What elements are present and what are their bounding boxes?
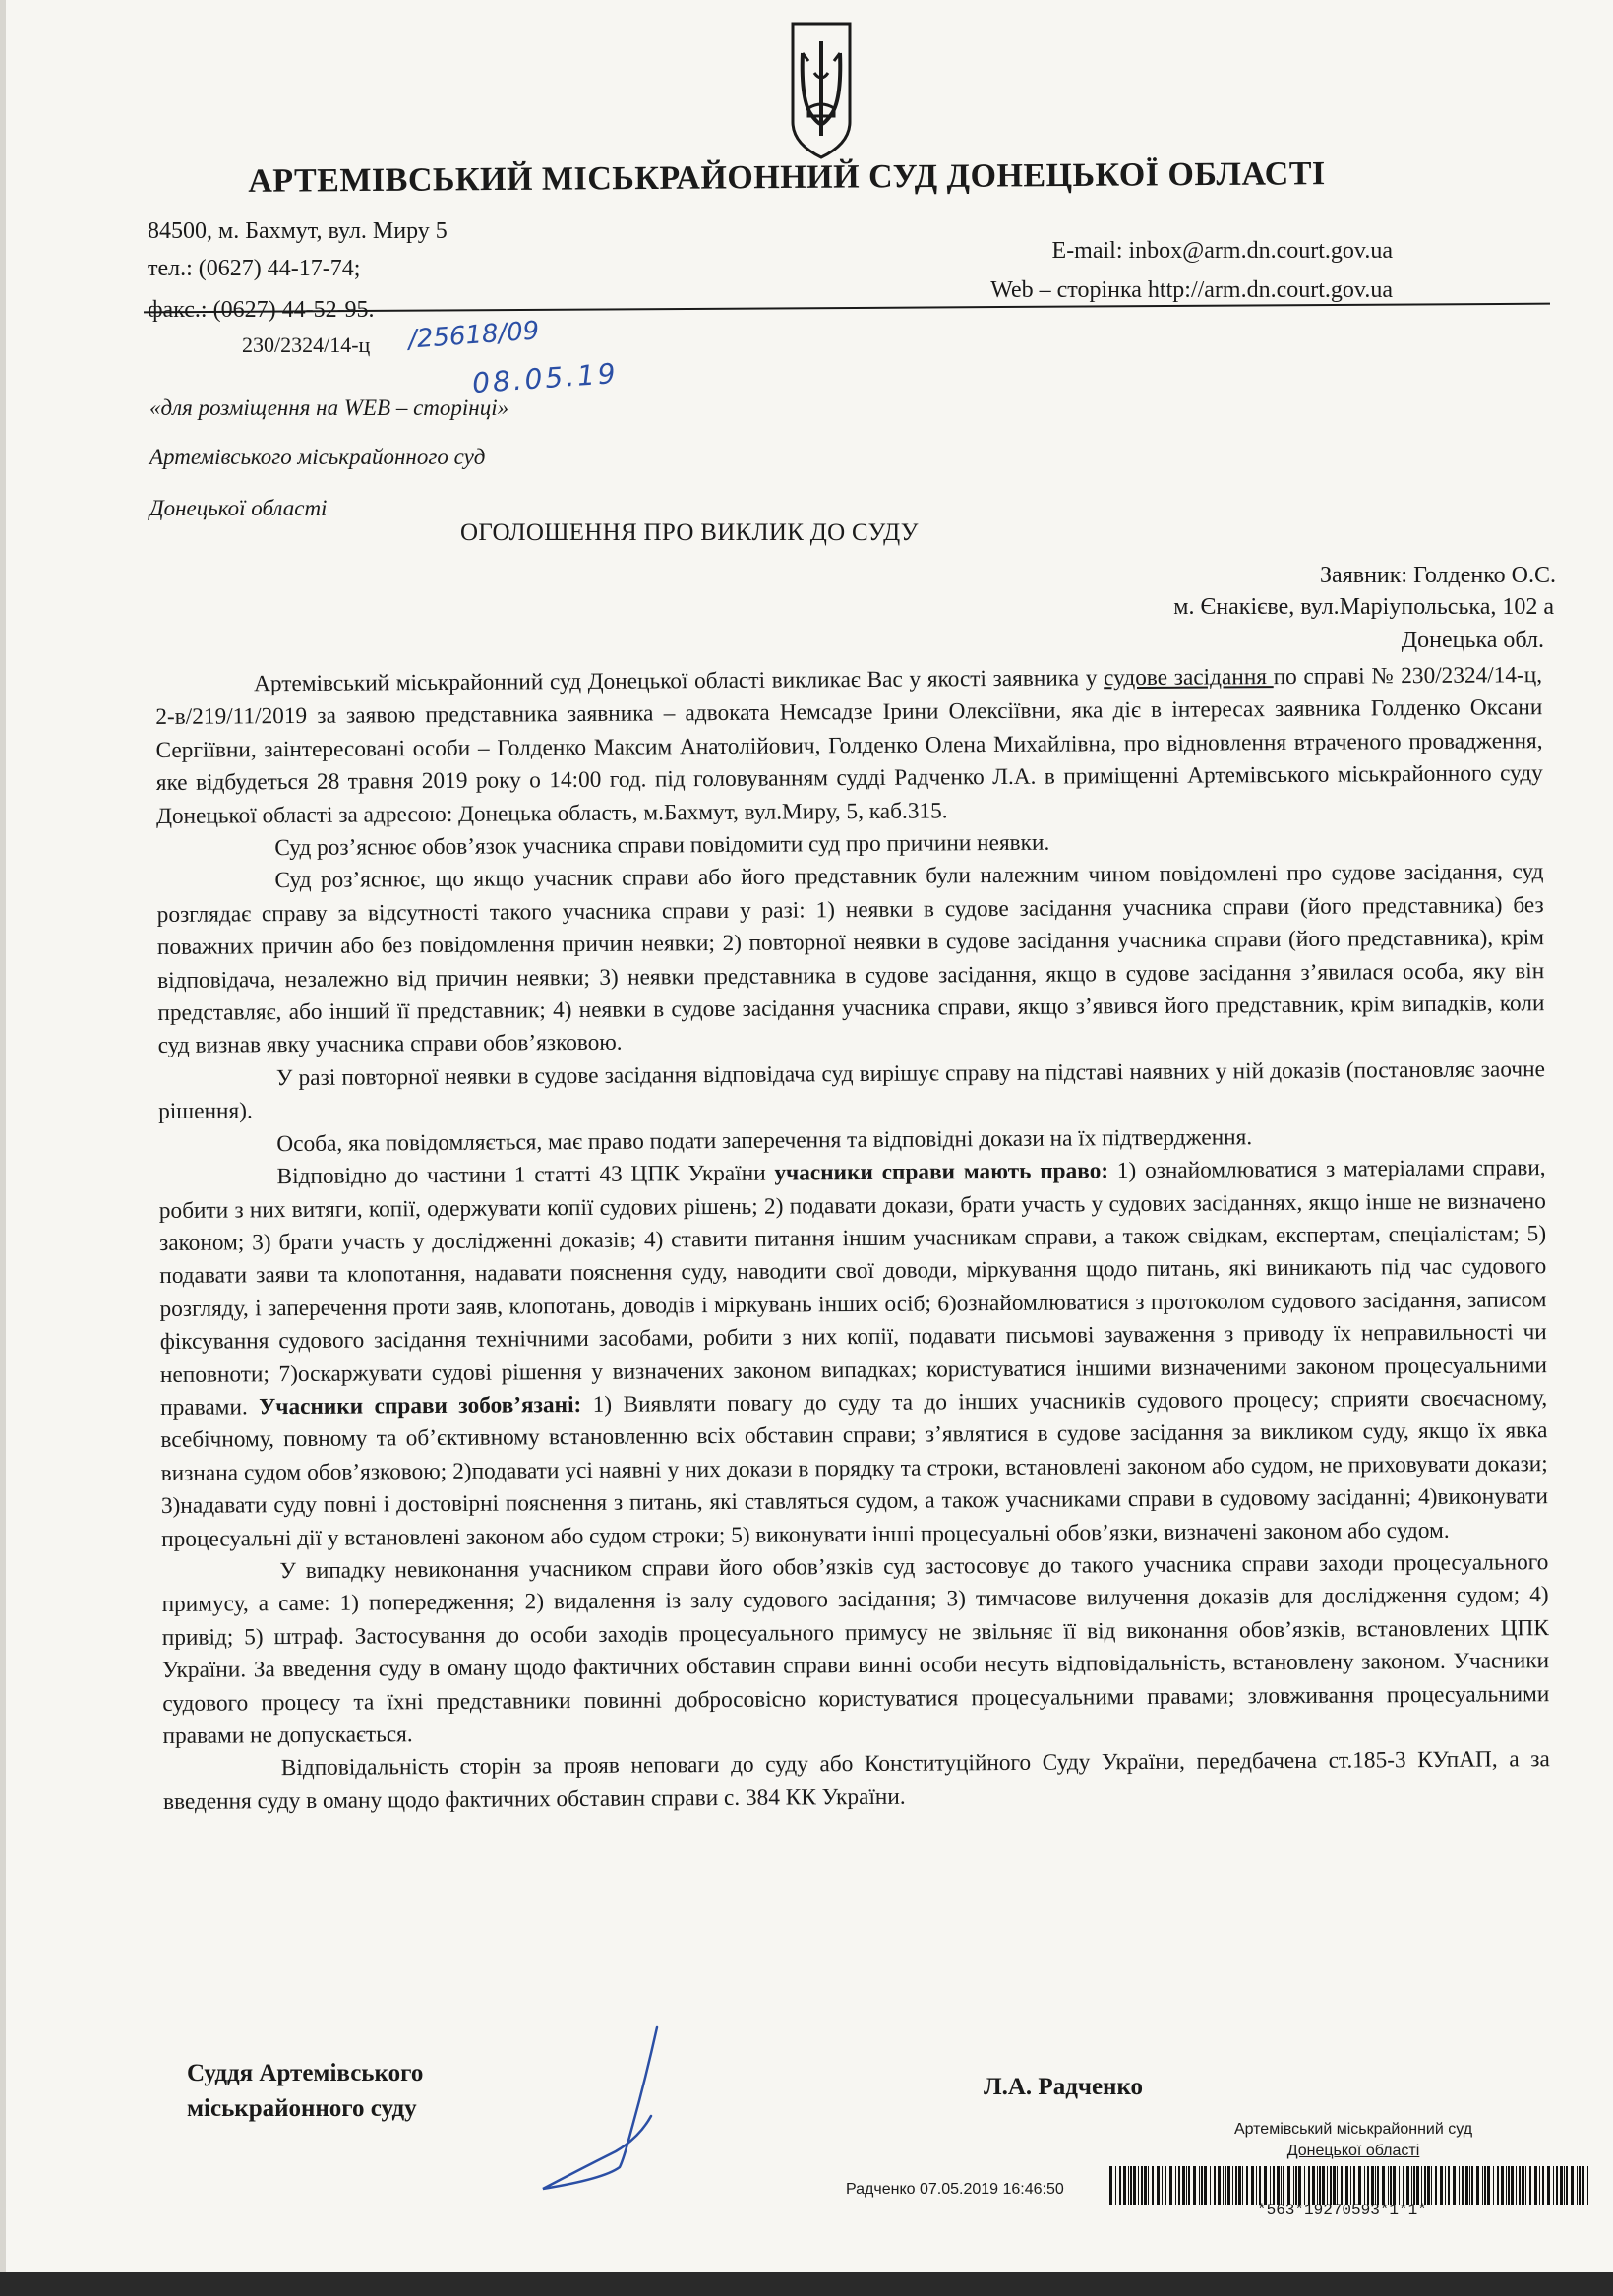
- applicant-name: Заявник: Голденко О.С.: [1320, 563, 1556, 588]
- signer-role: Суддя Артемівського міськрайонного суду: [187, 2060, 424, 2122]
- paragraph-rights-duties: Відповідно до частини 1 статті 43 ЦПК України учасники справи мають право: 1) ознайомлюватися з матеріалами справи, робити з них витяги, копії, одержувати копії судових рішень; 2) подавати докази, брати участь у судових засіданнях, якщо інше не визначено законом; 3) брати участь у дослідженні доказів; 4) ставити питання іншим учасникам справи, а також свідкам, експертам, спеціалістам; 5) подавати заяви та клопотання, надавати пояснення суду, наводити свої доводи, міркування щодо питань, які виникають під час судового розгляду, і заперечення проти заяв, клопотань, доводів і міркувань інших осіб; 6)ознайомлюватися з протоколом судового засідання, записом фіксування судового засідання технічними засобами, робити з них копії, подавати письмові зауваження з приводу їх неправильності чи неповноти; 7)оскаржувати судові рішення у визначених законом випадках; користуватися іншими визначеними законом процесуальними правами. Учасники справи зобов’язані: 1) Виявляти повагу до суду та до інших учасників судового процесу; сприяти своєчасному, всебічному, повному та об’єктивному встановленню всіх обставин справи; з’являтися в судове засідання за викликом суду, якщо їх явка визнана судом обов’язковою; 2)подавати усі наявні у них докази в порядку та строки, встановлені законом або судом, не приховувати докази; 3)надавати суду повні і достовірні пояснення з питань, які ставляться судом, а також учасниками справи в судовому засіданні; 4)виконувати процесуальні дії у встановлені законом або судом строки; 5) виконувати інші процесуальні обов’язки, визначені законом або судом.: [158, 1155, 1548, 1552]
- court-email: E-mail: inbox@arm.dn.court.gov.ua: [1051, 238, 1393, 264]
- handwritten-signature: [521, 2022, 688, 2199]
- signer-name: Л.А. Радченко: [984, 2074, 1144, 2100]
- court-website: Web – сторінка http://arm.dn.court.gov.ua: [990, 277, 1393, 303]
- scan-edge-left: [0, 0, 6, 2296]
- document-id: Радченко 07.05.2019 16:46:50: [846, 2181, 1064, 2198]
- paragraph-coercion: У випадку невиконання учасником справи його обов’язків суд застосовує до такого учасника справи заходи процесуального примусу, а саме: 1) попередження; 2) видалення із залу судового засідання; 3) тимчасове вилучення доказів для дослідження судом; 4) привід; 5) штраф. Застосування до особи заходів процесуального примусу не звільняє її від виконання обов’язків, встановлених ЦПК України. За введення суду в оману щодо фактичних обставин справи винні особи несуть відповідальність, встановлену законом. Учасники судового процесу та їхні представники повинні добросовісно користуватися процесуальними правами; зловживання процесуальними правами не допускається.: [161, 1549, 1550, 1749]
- coat-of-arms-icon: [787, 14, 856, 161]
- case-number: 230/2324/14-ц: [242, 332, 371, 357]
- placement-court: Артемівського міськрайонного суд: [149, 445, 486, 469]
- handwritten-registration-date: 08.05.19: [471, 356, 620, 400]
- paragraph-liability: Відповідальність сторін за прояв неповаги до суду або Конституційного Суду України, передбачена ст.185-3 КУпАП, а за введення суду в оману щодо фактичних обставин справи с. 384 КК України.: [162, 1746, 1550, 1815]
- court-fax: факс.: (0627) 44-52-95.: [148, 297, 375, 323]
- court-address: 84500, м. Бахмут, вул. Миру 5: [148, 218, 448, 244]
- document-title: ОГОЛОШЕННЯ ПРО ВИКЛИК ДО СУДУ: [460, 519, 919, 546]
- applicant-address: м. Єнакієве, вул.Маріупольська, 102 а: [1173, 594, 1554, 620]
- court-hearing-underlined: судове засідання: [1104, 664, 1274, 692]
- placement-note: «для розміщення на WEB – сторінці»: [149, 395, 509, 420]
- paragraph-summons: Артемівський міськрайонний суд Донецької області викликає Вас у якості заявника у судове засідання по справі № 230/2324/14-ц, 2-в/219/11/2019 за заявою представника заявника – адвоката Немсадзе Ірини Олексіївни, яка діє в інтересах заявника Голденко Оксани Сергіївни, заінтересовані особи – Голденко Максим Анатолійович, Голденко Олена Михайлівна, про відновлення втраченого провадження, яке відбудеться 28 травня 2019 року о 14:00 год. під головуванням судді Радченко Л.А. в приміщенні Артемівського міськрайонного суду Донецької області за адресою: Донецька область, м.Бахмут, вул.Миру, 5, каб.315.: [155, 662, 1543, 829]
- paragraph-duty-notify: Суд роз’яснює обов’язок учасника справи повідомити суд про причини неявки.: [274, 829, 1050, 862]
- applicant-region: Донецька обл.: [1401, 628, 1544, 653]
- scan-edge-bottom: [0, 2272, 1613, 2296]
- handwritten-registration-number: /25618/09: [407, 316, 541, 355]
- placement-region: Донецької області: [149, 496, 328, 520]
- court-phone: тел.: (0627) 44-17-74;: [148, 256, 361, 281]
- footer-court-name: Артемівський міськрайонний суд Донецької області: [1233, 2121, 1473, 2159]
- paragraph-repeat-absence: У разі повторної неявки в судове засідання відповідача суд вирішує справу на підставі наявних у ній доказів (постановляє заочне рішення).: [158, 1057, 1545, 1125]
- barcode: [1109, 2166, 1591, 2205]
- notice-body: [155, 659, 1550, 1819]
- paragraph-absence: Суд роз’яснює, що якщо учасник справи або його представник були належним чином повідомлені про судове засідання, суд розглядає справу за відсутності такого учасника справи у разі: 1) неявки в судове засідання учасника справи (його представника) без поважних причин або без повідомлення причин неявки; 2) повторної неявки в судове засідання учасника справи (його представника), крім відповідача, незалежно від причин неявки; 3) неявки представника в судове засідання, якщо в судове засідання з’явилася особа, яку він представляє, або інший її представник; 4) неявки в судове засідання учасника справи, якщо з’явився його представник, крім випадків, коли суд визнав явку учасника справи обов’язковою.: [156, 859, 1545, 1059]
- court-name: АРТЕМІВСЬКИЙ МІСЬКРАЙОННИЙ СУД ДОНЕЦЬКОЇ ОБЛАСТІ: [248, 155, 1326, 200]
- barcode-number: *563*19270593*1*1*: [1257, 2202, 1427, 2219]
- paragraph-objection: Особа, яка повідомляється, має право подати заперечення та відповідні докази на їх підтвердження.: [276, 1123, 1253, 1157]
